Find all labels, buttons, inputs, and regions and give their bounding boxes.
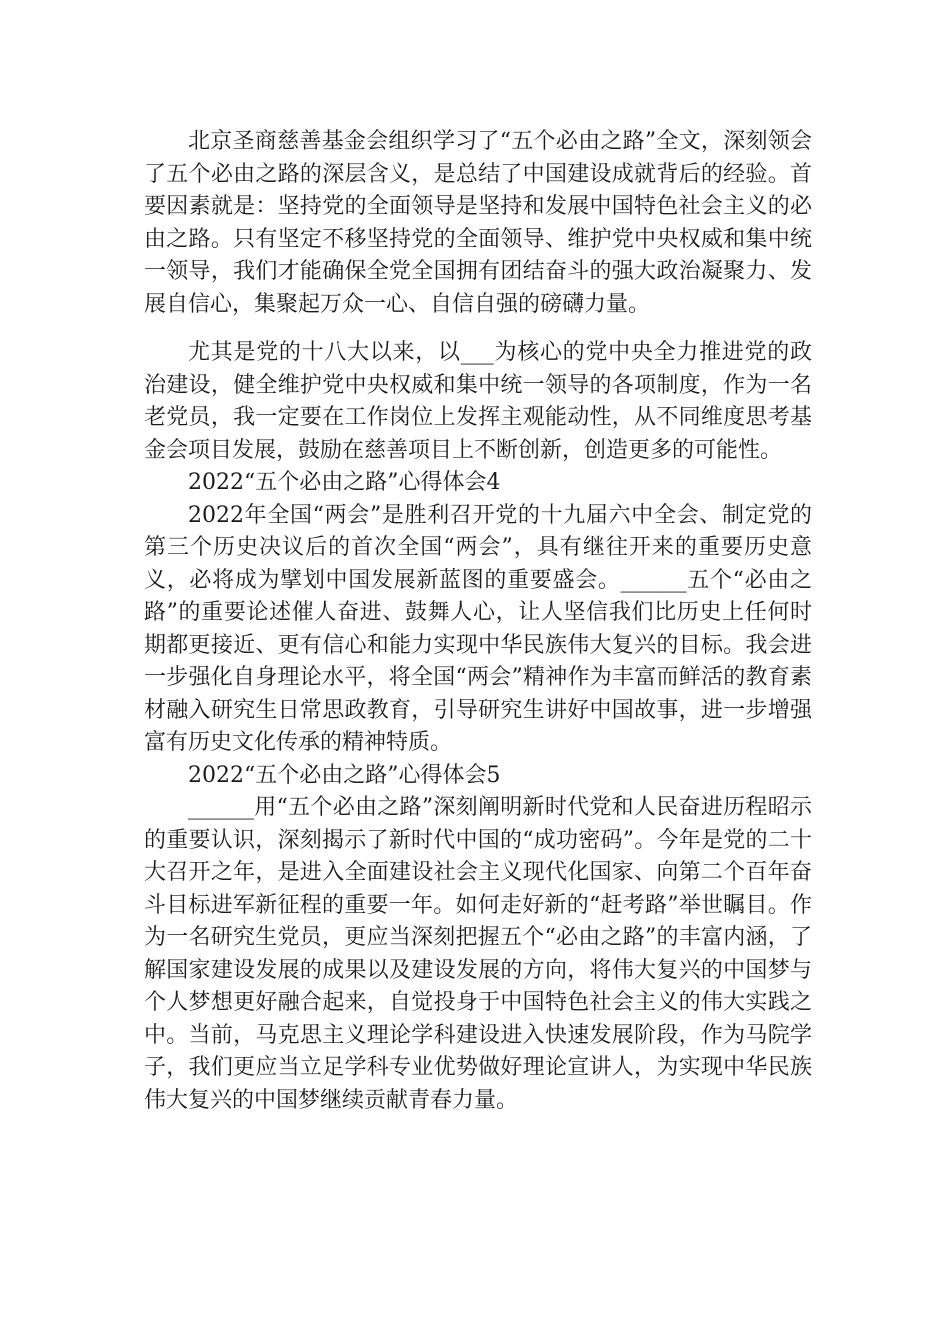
section-body-5: ______用“五个必由之路”深刻阐明新时代党和人民奋进历程昭示的重要认识，深刻揭示了新时代中国的“成功密码”。今年是党的二十大召开之年，是进入全面建设社会主义现代化国家、向第二个百年奋斗目标进军新征程的重要一年。如何走好新的“赶考路”举世瞩目。作为一名研究生党员，更应当深刻把握五个“必由之路”的丰富内涵，了解国家建设发展的成果以及建设发展的方向，将伟大复兴的中国梦与个人梦想更好融合起来，自觉投身于中国特色社会主义的伟大实践之中。当前，马克思主义理论学科建设进入快速发展阶段，作为马院学子，我们更应当立足学科专业优势做好理论宣讲人，为实现中华民族伟大复兴的中国梦继续贡献青春力量。 [144, 795, 812, 1113]
section-heading-4: 2022“五个必由之路”心得体会4 [188, 470, 501, 495]
paragraph-party-leadership: 尤其是党的十八大以来，以___为核心的党中央全力推进党的政治建设，健全维护党中央权威和集中统一领导的各项制度，作为一名老党员，我一定要在工作岗位上发挥主观能动性，从不同维度思考基金会项目发展，鼓励在慈善项目上不断创新，创造更多的可能性。 [144, 340, 812, 463]
paragraph-intro: 北京圣商慈善基金会组织学习了“五个必由之路”全文，深刻领会了五个必由之路的深层含义，是总结了中国建设成就背后的经验。首要因素就是：坚持党的全面领导是坚持和发展中国特色社会主义的必由之路。只有坚定不移坚持党的全面领导、维护党中央权威和集中统一领导，我们才能确保全党全国拥有团结奋斗的强大政治凝聚力、发展自信心，集聚起万众一心、自信自强的磅礴力量。 [144, 129, 812, 317]
section-heading-5: 2022“五个必由之路”心得体会5 [188, 762, 501, 788]
section-body-4: 2022年全国“两会”是胜利召开党的十九届六中全会、制定党的第三个历史决议后的首次全国“两会”，具有继往开来的重要历史意义，必将成为擘划中国发展新蓝图的重要盛会。______五个“必由之路”的重要论述催人奋进、鼓舞人心，让人坚信我们比历史上任何时期都更接近、更有信心和能力实现中华民族伟大复兴的目标。我会进一步强化自身理论水平，将全国“两会”精神作为丰富而鲜活的教育素材融入研究生日常思政教育，引导研究生讲好中国故事，进一步增强富有历史文化传承的精神特质。 [144, 502, 812, 755]
document-page [144, 126, 812, 1117]
